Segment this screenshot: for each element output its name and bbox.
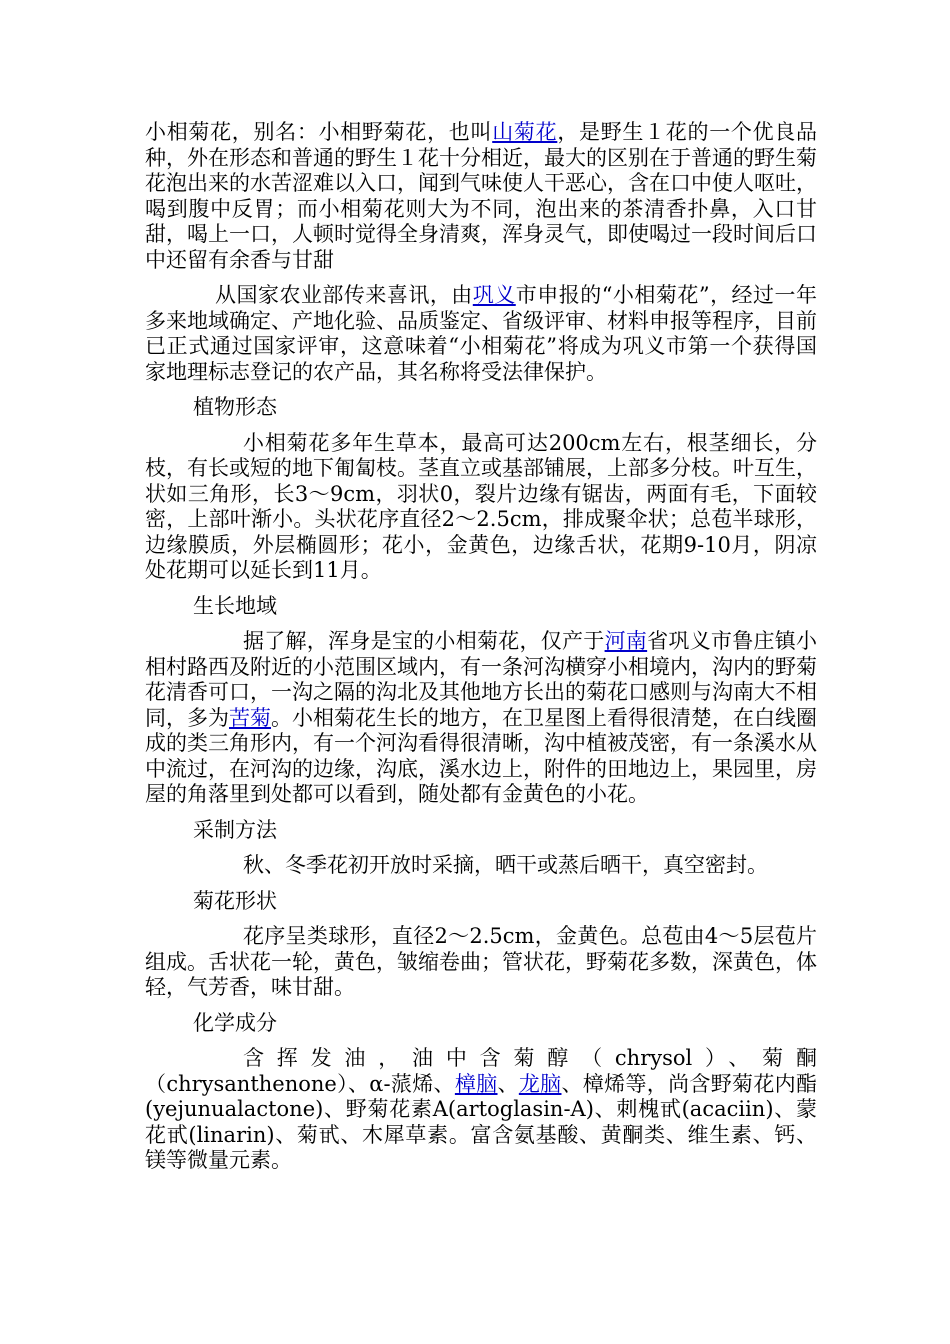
heading-flower-shape: 菊花形状	[193, 888, 277, 913]
chemistry-paragraph	[145, 1046, 817, 1174]
intro-paragraph	[145, 120, 817, 273]
morphology-paragraph: 小相菊花多年生草本，最高可达200cm左右，根茎细长，分枝，有长或短的地下匍匐枝。茎直立或基部铺展，上部多分枝。叶互生，状如三角形，长3～9cm，羽状0，裂片边缘有锯齿，两面有毛，下面较密，上部叶渐小。头状花序直径2～2.5cm，排成聚伞状；总苞半球形，边缘膜质，外层椭圆形；花小，金黄色，边缘舌状，花期9-10月，阴凉处花期可以延长到11月。	[145, 430, 817, 582]
chemistry-text-rest: 、樟烯等，尚含野菊花内酯(yejunualactone)、野菊花素A(artoglasin-A)、刺槐甙(acaciin)、蒙花甙(linarin)、菊甙、木犀草素。富含氨基酸、黄酮类、维生素、钙、镁等微量元素。	[145, 1071, 818, 1172]
news-text-rest: 市申报的“小相菊花”，经过一年多来地域确定、产地化验、品质鉴定、省级评审、材料申报等程序，目前已正式通过国家评审，这意味着“小相菊花”将成为巩义市第一个获得国家地理标志登记的农产品，其名称将受法律保护。	[145, 283, 817, 384]
document-page	[145, 120, 817, 1184]
processing-paragraph: 秋、冬季花初开放时采摘，晒干或蒸后晒干，真空密封。	[243, 853, 768, 877]
region-paragraph	[145, 629, 817, 808]
region-text-start: 据了解，浑身是宝的小相菊花，仅产于	[243, 629, 605, 653]
link-zhangnao[interactable]: 樟脑	[454, 1071, 498, 1096]
news-paragraph	[145, 283, 817, 385]
region-text-middle: 省巩义市鲁庄镇小相村路西及附近的小范围区域内，有一条河沟横穿小相境内，沟内的野菊花清香可口，一沟之隔的沟北及其他地方长出的菊花口感则与沟南大不相同，多为	[145, 629, 818, 730]
link-kuju[interactable]: 苦菊	[229, 705, 271, 730]
intro-text-rest: ，是野生１花的一个优良品种，外在形态和普通的野生１花十分相近，最大的区别在于普通的野生菊花泡出来的水苦涩难以入口，闻到气味使人干恶心，含在口中使人呕吐，喝到腹中反胃；而小相菊花则大为不同，泡出来的茶清香扑鼻，入口甘甜，喝上一口，人顿时觉得全身清爽，浑身灵气，即使喝过一段时间后口中还留有余香与甘甜	[145, 120, 818, 272]
chemistry-separator: 、	[497, 1071, 519, 1096]
region-text-rest: 。小相菊花生长的地方，在卫星图上看得很清楚，在白线圈成的类三角形内，有一个河沟看得很清晰，沟中植被茂密，有一条溪水从中流过，在河沟的边缘，沟底，溪水边上，附件的田地边上，果园里，房屋的角落里到处都可以看到，随处都有金黄色的小花。	[145, 705, 817, 806]
link-longnao[interactable]: 龙脑	[518, 1071, 562, 1096]
link-gongyi[interactable]: 巩义	[472, 283, 516, 307]
link-henan[interactable]: 河南	[604, 629, 648, 653]
news-text-start: 从国家农业部传来喜讯，由	[215, 283, 473, 307]
heading-plant-morphology: 植物形态	[193, 395, 277, 419]
shape-paragraph: 花序呈类球形，直径2～2.5cm，金黄色。总苞由4～5层苞片组成。舌状花一轮，黄色，皱缩卷曲；管状花，野菊花多数，深黄色，体轻，气芳香，味甘甜。	[145, 924, 817, 999]
heading-processing-method: 采制方法	[193, 817, 277, 842]
heading-chemical-composition: 化学成分	[193, 1010, 277, 1035]
intro-text-start: 小相菊花，别名：小相野菊花，也叫	[145, 120, 493, 144]
link-shanjuhua[interactable]: 山菊花	[492, 120, 558, 144]
chemistry-text-start: 含挥发油，油中含菊醇（chrysol）、菊酮（chrysanthenone）、α-蒎烯、	[145, 1046, 817, 1096]
heading-growth-region: 生长地域	[193, 593, 277, 618]
